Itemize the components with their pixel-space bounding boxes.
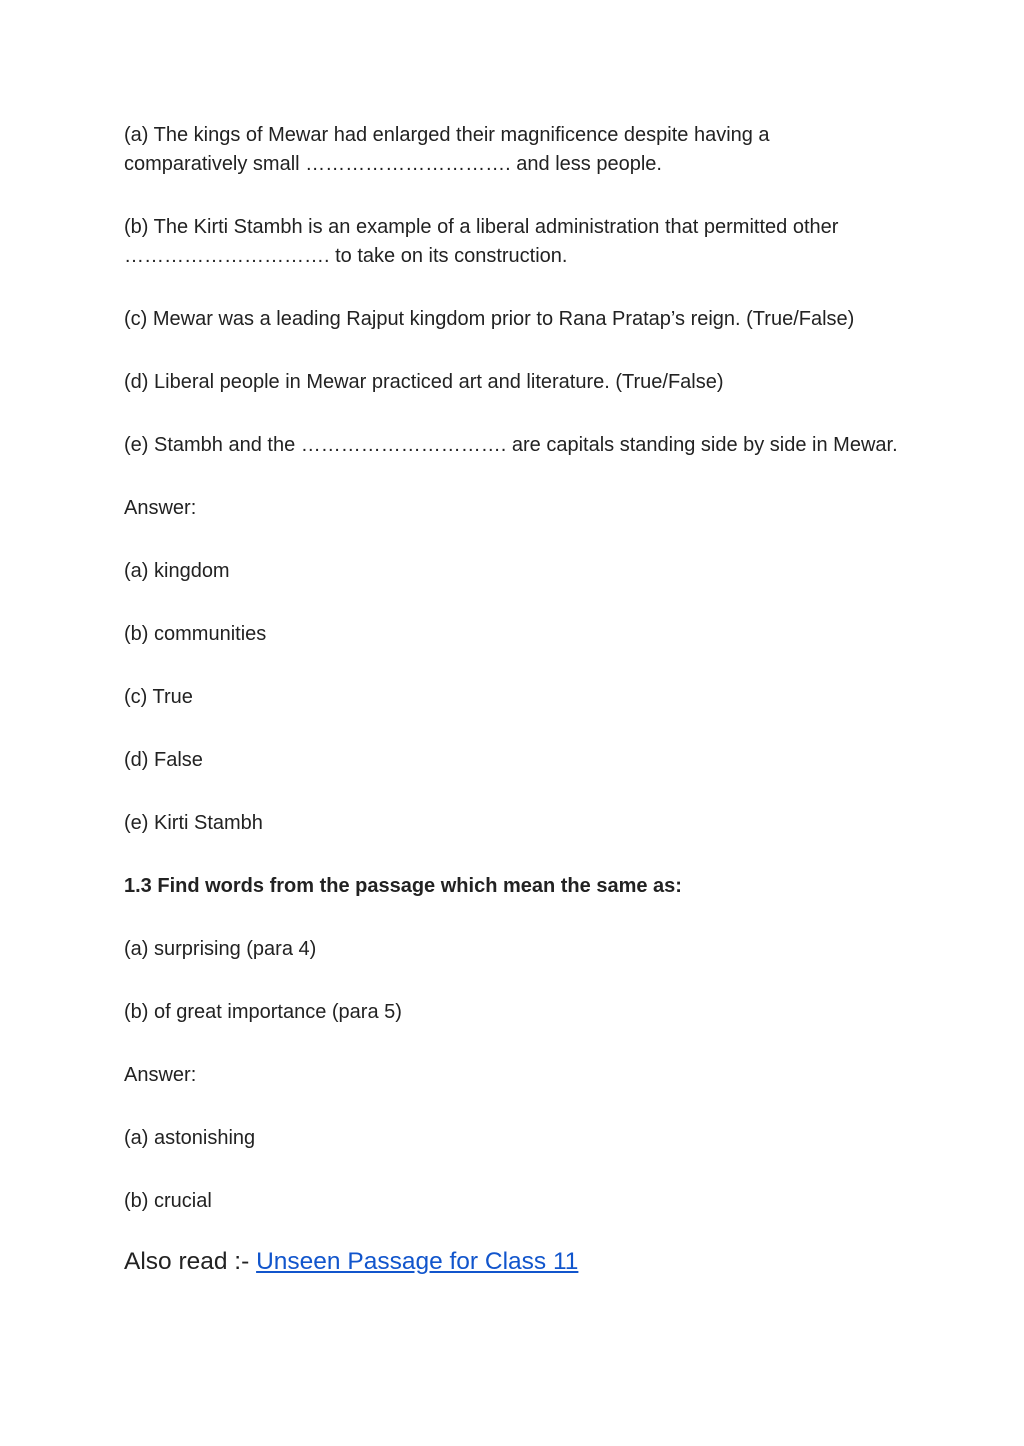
document-page	[124, 121, 904, 1278]
section-heading: 1.3 Find words from the passage which mean the same as:	[124, 875, 682, 897]
question-a-line1: (a) The kings of Mewar had enlarged their magnificence despite having a	[124, 124, 770, 146]
vocab-answer-b: (b) crucial	[124, 1190, 212, 1212]
question-a	[124, 121, 904, 179]
answer-b: (b) communities	[124, 623, 267, 645]
also-read	[124, 1246, 904, 1278]
question-e: (e) Stambh and the …………………………. are capitals standing side by side in Mewar.	[124, 434, 898, 456]
question-b	[124, 213, 904, 271]
also-read-prefix: Also read :-	[124, 1248, 257, 1275]
question-c: (c) Mewar was a leading Rajput kingdom prior to Rana Pratap’s reign. (True/False)	[124, 308, 855, 330]
question-d: (d) Liberal people in Mewar practiced art and literature. (True/False)	[124, 371, 724, 393]
answer-e: (e) Kirti Stambh	[124, 812, 263, 834]
question-a-line2: comparatively small …………………………. and less people.	[124, 153, 662, 175]
answer-label: Answer:	[124, 497, 197, 519]
answer-d: (d) False	[124, 749, 203, 771]
answer-a: (a) kingdom	[124, 560, 230, 582]
vocab-answer-a: (a) astonishing	[124, 1127, 256, 1149]
vocab-question-b: (b) of great importance (para 5)	[124, 1001, 402, 1023]
question-b-line2: …………………………. to take on its construction.	[124, 245, 568, 267]
question-b-line1: (b) The Kirti Stambh is an example of a liberal administration that permitted other	[124, 216, 839, 238]
answer-label: Answer:	[124, 1064, 197, 1086]
vocab-question-a: (a) surprising (para 4)	[124, 938, 317, 960]
answer-c: (c) True	[124, 686, 193, 708]
unseen-passage-link[interactable]: Unseen Passage for Class 11	[256, 1248, 579, 1275]
